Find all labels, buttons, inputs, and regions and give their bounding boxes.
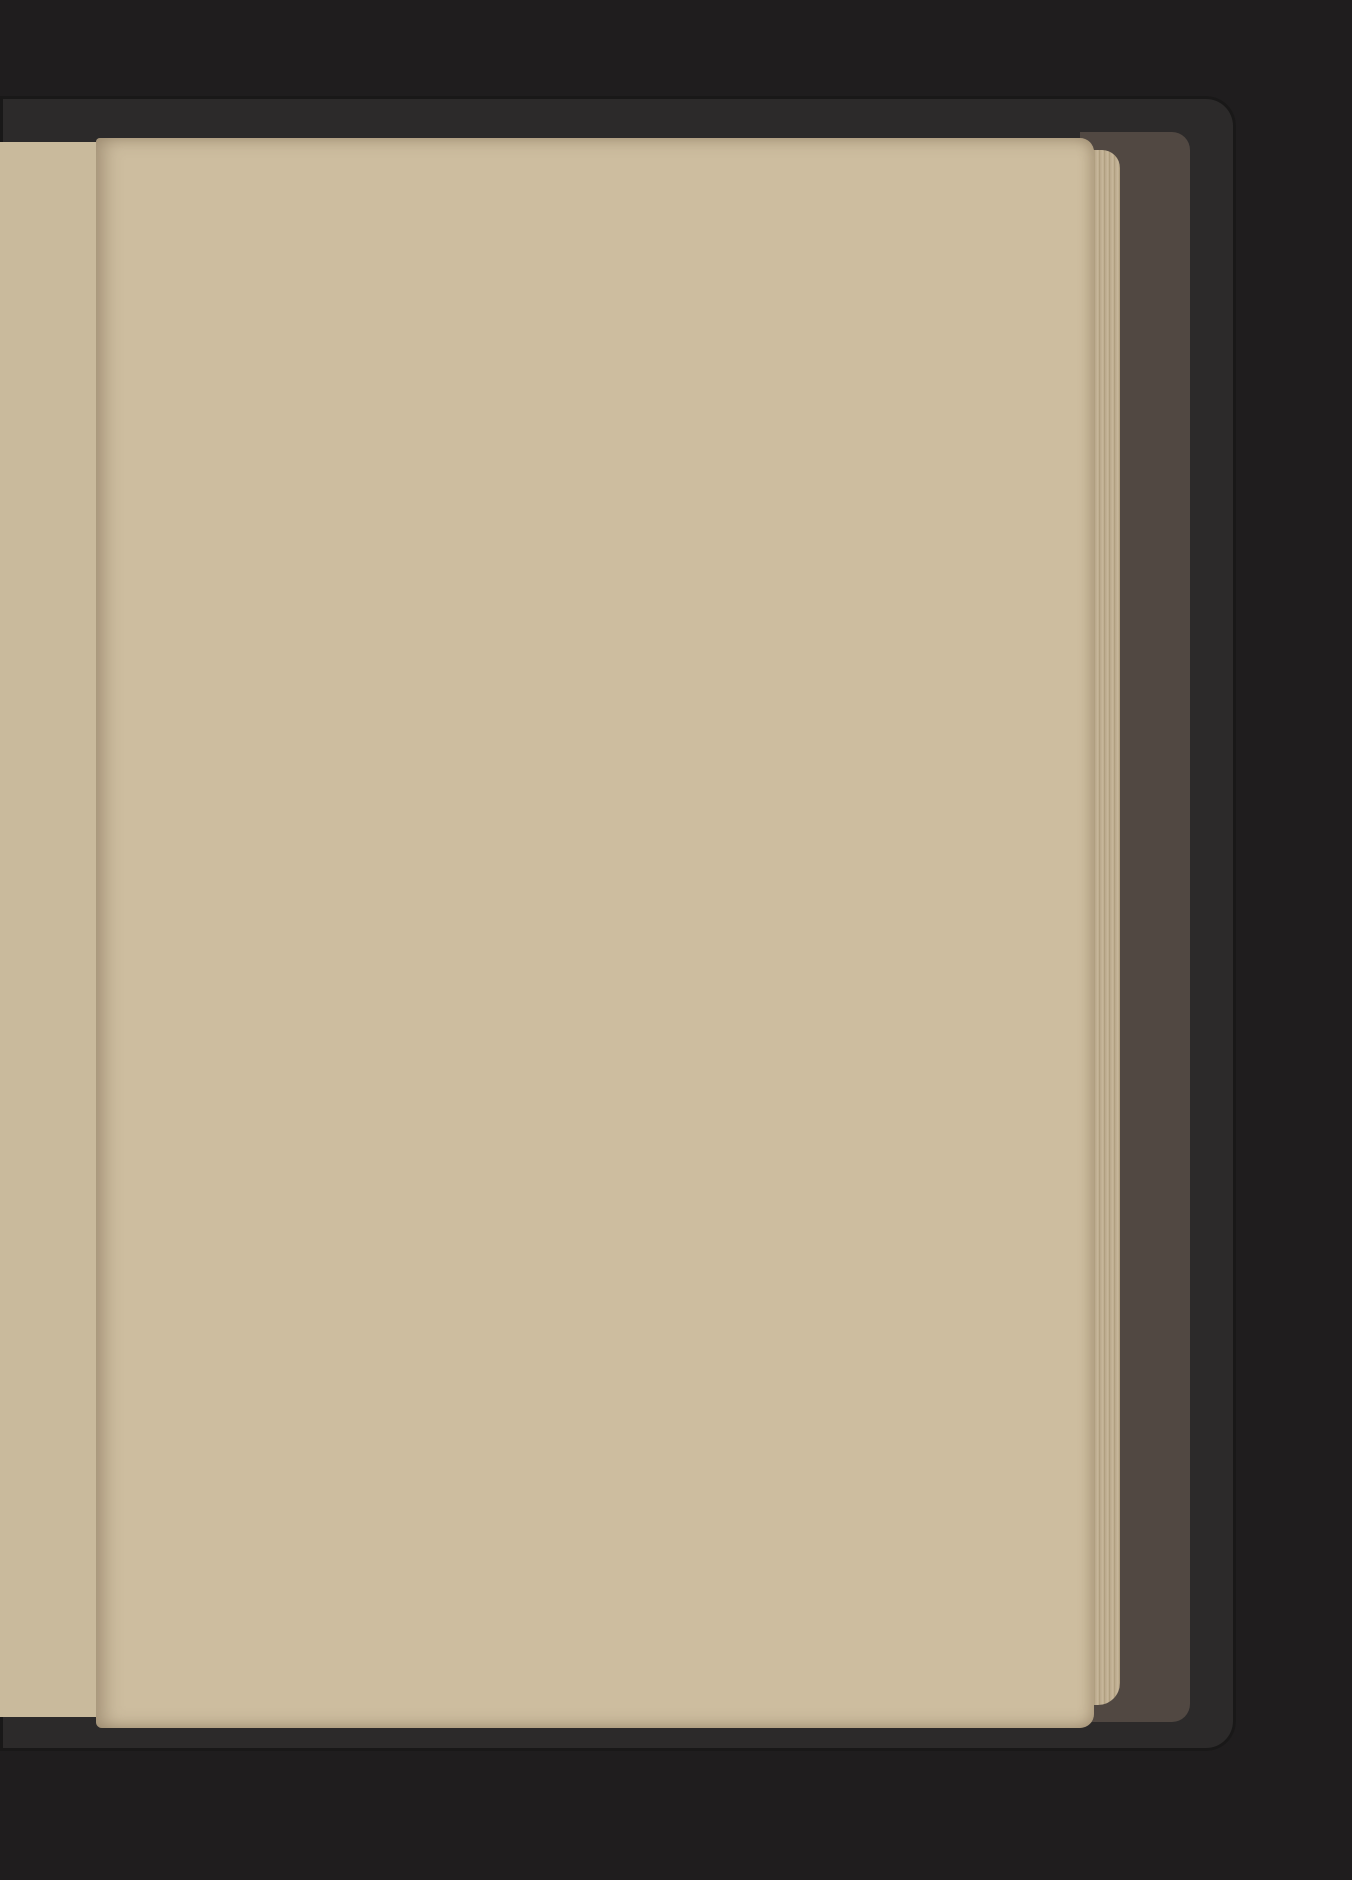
left-page <box>0 142 106 1717</box>
left-page-text <box>0 1097 50 1159</box>
page-content <box>172 234 1072 396</box>
running-head <box>172 234 1072 304</box>
right-page <box>96 138 1094 1728</box>
hymn-heading <box>172 332 972 372</box>
